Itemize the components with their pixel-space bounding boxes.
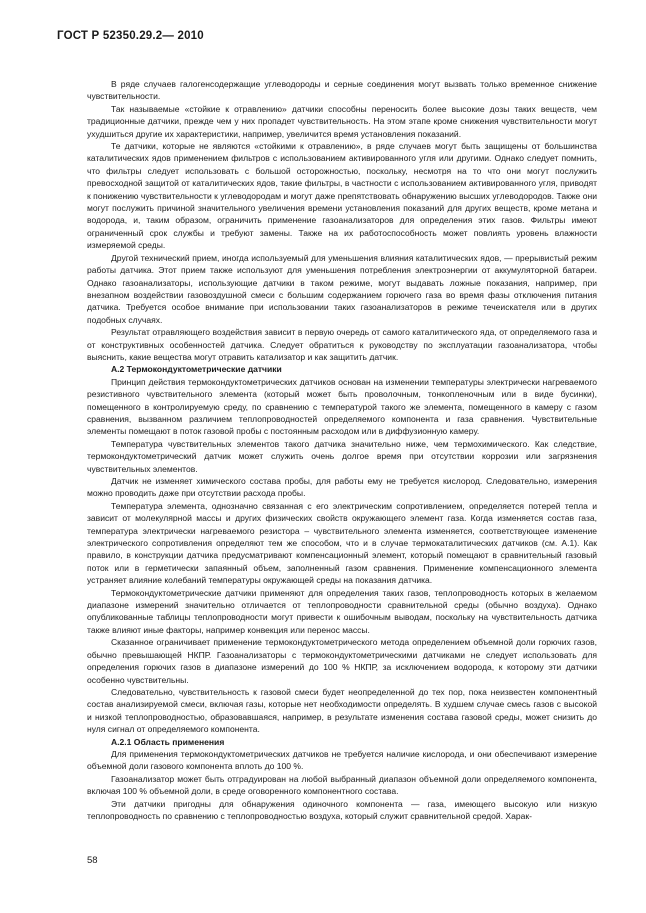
paragraph: Датчик не изменяет химического состава пробы, для работы ему не требуется кислород. Следовательно, измерения можно проводить даже при отсутствии расхода пробы. (87, 476, 597, 499)
paragraph: Сказанное ограничивает применение термокондуктометрического метода определением объемной доли горючих газов, обычно превышающей НКПР. Газоанализаторы с термокондуктометрическими датчиками не следует использовать для определения горючих газов в диапазоне измерений до 100 % НКПР, за исключением водорода, к которому эти датчики особенно чувствительны. (87, 637, 597, 685)
paragraph: Газоанализатор может быть отградуирован на любой выбранный диапазон объемной доли определяемого компонента, включая 100 % объемной доли, в среде оговоренного компонентного состава. (87, 773, 597, 797)
paragraph: Другой технический прием, иногда используемый для уменьшения влияния каталитических ядов, — прерывистый режим работы датчика. Этот прием также используют для уменьшения потребления электроэнергии от аккумуляторной батареи. Однако газоанализаторы, использующие датчики в таком режиме, могут выдавать ложные показания, например, при внезапном воздействии газовоздушной смеси с большим содержанием горючего газа во время фазы отключения питания датчика. Требуется особое внимание при использовании таких газоанализаторов в режиме течеискателя или в других подобных случаях. (87, 252, 597, 325)
paragraph: В ряде случаев галогенсодержащие углеводороды и серные соединения могут вызвать только временное снижение чувствительности. (87, 79, 597, 102)
paragraph: Для применения термокондуктометрических датчиков не требуется наличие кислорода, и они обеспечивают измерение объемной доли газового компонента вплоть до 100 %. (87, 748, 597, 772)
paragraph: Результат отравляющего воздействия зависит в первую очередь от самого каталитического яда, от определяемого газа и от конструктивных особенностей датчика. Следует обратиться к руководству по эксплуатации газоанализатора, чтобы выяснить, какие вещества могут отравить катализатор и как защитить датчик. (87, 327, 597, 362)
standard-header: ГОСТ Р 52350.29.2— 2010 (57, 30, 204, 42)
paragraph: Принцип действия термокондуктометрических датчиков основан на изменении температуры электрически нагреваемого резистивного чувствительного элемента (который может быть проволочным, тонкопленочным или в виде бусинки), помещенного в контролируемую среду, по сравнению с температурой такого же элемента, помещенного в камеру с газом сравнения, вызванном различием теплопроводностей определяемого компонента и газа сравнения. Чувствительные элементы помещают в поток газовой пробы с постоянным расходом или в диффузионную камеру. (87, 376, 597, 437)
paragraph: Так называемые «стойкие к отравлению» датчики способны переносить более высокие дозы таких веществ, чем традиционные датчики, прежде чем у них пропадет чувствительность. На этом этапе кроме снижения чувствительности могут ухудшиться другие их характеристики, например, увеличится время установления показаний. (87, 103, 597, 139)
paragraph: Термокондуктометрические датчики применяют для определения таких газов, теплопроводность которых в желаемом диапазоне измерений значительно отличается от теплопроводности сравнительной среды (обычно воздуха). Однако опубликованные таблицы теплопроводности могут привести к ошибочным выводам, поскольку на чувствительность датчика также влияют иные факторы, например конвекция или перенос массы. (87, 587, 597, 635)
body-text (87, 78, 597, 822)
paragraph: Следовательно, чувствительность к газовой смеси будет неопределенной до тех пор, пока неизвестен компонентный состав анализируемой смеси, включая газы, которые нет необходимости определять. В худшем случае смесь газов с высокой и низкой теплопроводностью, образовавшаяся, например, в результате изменения состава газовой среды, может снизить до нуля сигнал от определяемого компонента. (87, 686, 597, 735)
paragraph: Эти датчики пригодны для обнаружения одиночного компонента — газа, имеющего высокую или низкую теплопроводность по сравнению с теплопроводностью воздуха, который служит сравнительной средой. Харак- (87, 798, 597, 821)
section-heading-a2: А.2 Термокондуктометрические датчики (111, 364, 282, 375)
section-heading-a21: А.2.1 Область применения (111, 736, 225, 747)
page-number: 58 (87, 855, 98, 866)
paragraph: Температура элемента, однозначно связанная с его электрическим сопротивлением, определяется потерей тепла и зависит от молекулярной массы и других физических свойств окружающего элемент газа. Когда изменяется состав газа, температура электрически нагреваемого резистора – чувствительного элемента изменяется, соответствующее изменение электрического сопротивления определяют тем же способом, что и в случае термокаталитических датчиков (см. А.1). Как правило, в конструкции датчика предусматривают компенсационный элемент, который помещают в сравнительный газовый поток или в герметически запаянный объем, заполненный газом сравнения. Применение компенсационного элемента устраняет влияние колебаний температуры окружающей среды на показания датчика. (87, 500, 597, 586)
paragraph: Температура чувствительных элементов такого датчика значительно ниже, чем термохимического. Как следствие, термокондуктометрический датчик может служить очень долгое время при отсутствии коррозии или загрязнения чувствительных элементов. (87, 438, 597, 474)
paragraph: Те датчики, которые не являются «стойкими к отравлению», в ряде случаев могут быть защищены от большинства каталитических ядов применением фильтров с использованием активированного угля или другими. Однако следует помнить, что фильтры следует использовать с большой осторожностью, поскольку, несмотря на то что они могут послужить превосходной защитой от каталитических ядов, такие фильтры, в частности с использованием активированного угля, приводят к понижению чувствительности к углеводородам и могут даже препятствовать обнаружению высших углеводородов. Также они могут послужить причиной значительного увеличения времени установления показаний для других веществ, кроме метана и водорода, и, таким образом, ограничить применение газоанализаторов для определения этих газов. Фильтры имеют ограниченный срок службы и требуют замены. Также на их работоспособность может повлиять уровень влажности измеряемой среды. (87, 141, 597, 251)
